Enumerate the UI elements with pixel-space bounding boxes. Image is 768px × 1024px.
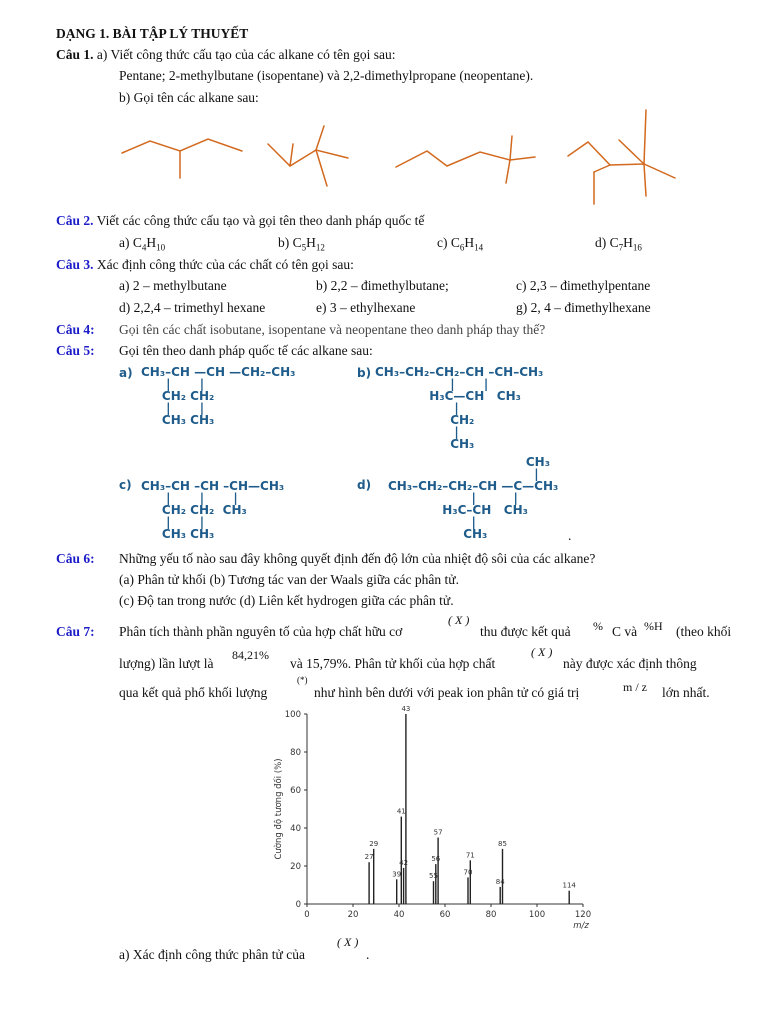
q1-a-text: a) Viết công thức cấu tạo của các alkane có tên gọi sau: bbox=[96, 47, 396, 62]
q2-item-b: b) $C_5H_{12}$ bbox=[278, 235, 325, 253]
q3-item-g: g) 2, 4 – đimethylhexane bbox=[516, 300, 651, 315]
skeletal-1 bbox=[122, 139, 242, 153]
mass-spectrum-chart bbox=[265, 700, 600, 935]
q6-text: Những yếu tố nào sau đây không quyết định đến độ lớn của nhiệt độ sôi của các alkane? bbox=[119, 551, 596, 566]
q7-l3c: lớn nhất. bbox=[662, 685, 710, 700]
question-6 bbox=[56, 550, 95, 568]
q5-text: Gọi tên theo danh pháp quốc tế các alkane sau: bbox=[119, 343, 373, 358]
question-3 bbox=[56, 256, 354, 274]
struct-d: CH₃ | CH₃–CH₂–CH₂–CH —C—CH₃ | | H₃C–CH CH₃ | CH₃ bbox=[388, 455, 559, 541]
q6-label: Câu 6: bbox=[56, 551, 95, 566]
peak-label: 39 bbox=[392, 870, 402, 879]
peak-label: 114 bbox=[562, 881, 576, 890]
y-tick-label: 0 bbox=[295, 900, 301, 910]
q7-pct-symbol: % bbox=[593, 619, 603, 633]
x-tick-label: 0 bbox=[304, 910, 310, 920]
skeletal-2 bbox=[268, 144, 348, 166]
q7-x-symbol-1: ( X ) bbox=[448, 613, 470, 627]
struct-a: CH₃–CH —CH —CH₂–CH₃ | | CH₂ CH₂ | | CH₃ CH₃ bbox=[141, 365, 296, 427]
y-tick-label: 100 bbox=[284, 710, 301, 720]
q7-l1d: (theo khối bbox=[676, 624, 732, 639]
x-tick-label: 60 bbox=[439, 910, 451, 920]
q7-l2c: này được xác định thông bbox=[563, 656, 697, 671]
y-tick-label: 80 bbox=[290, 748, 301, 758]
q3-item-e: e) 3 – ethylhexane bbox=[316, 300, 416, 315]
q4-text: Gọi tên các chất isobutane, isopentane và neopentane theo danh pháp thay thế? bbox=[119, 322, 546, 337]
x-tick-label: 20 bbox=[347, 910, 359, 920]
peak-label: 27 bbox=[364, 853, 374, 862]
peak-label: 57 bbox=[433, 828, 443, 837]
q7-x-symbol-3: ( X ) bbox=[337, 935, 359, 949]
x-tick-label: 120 bbox=[574, 910, 592, 920]
q3-text: Xác định công thức của các chất có tên gọi sau: bbox=[96, 257, 354, 272]
struct-b: CH₃–CH₂–CH₂–CH –CH–CH₃ | | H₃C—CH CH₃ | CH₂ | CH₃ bbox=[375, 365, 544, 451]
peak-label: 43 bbox=[401, 705, 411, 713]
struct-b-label: b) bbox=[357, 366, 372, 380]
q2-text: Viết các công thức cấu tạo và gọi tên theo danh pháp quốc tế bbox=[96, 213, 425, 228]
q1-b-text: b) Gọi tên các alkane sau: bbox=[119, 90, 259, 105]
peak-label: 71 bbox=[465, 851, 475, 860]
peak-label: 56 bbox=[431, 855, 441, 864]
q4-label: Câu 4: bbox=[56, 322, 95, 337]
q2-label: Câu 2. bbox=[56, 213, 94, 228]
q7-pctH-symbol: %H bbox=[644, 619, 663, 633]
q7-l1c: C và bbox=[612, 624, 638, 639]
q7-a-text: a) Xác định công thức phân tử của bbox=[119, 947, 305, 962]
peak-label: 29 bbox=[369, 839, 379, 848]
q7-label: Câu 7: bbox=[56, 624, 95, 639]
y-tick-label: 20 bbox=[290, 862, 301, 872]
q1-label: Câu 1. bbox=[56, 47, 94, 62]
question-4 bbox=[56, 321, 95, 339]
struct-d-label: d) bbox=[357, 478, 372, 492]
peak-label: 70 bbox=[463, 868, 473, 877]
q7-l3a: qua kết quả phổ khối lượng bbox=[119, 685, 268, 700]
q3-label: Câu 3. bbox=[56, 257, 94, 272]
peak-label: 85 bbox=[498, 839, 507, 848]
peak-label: 42 bbox=[399, 858, 409, 867]
struct-dot: . bbox=[568, 528, 572, 543]
q7-l2a: lượng) lần lượt là bbox=[119, 656, 214, 671]
q7-l1a: Phân tích thành phần nguyên tố của hợp chất hữu cơ bbox=[119, 624, 403, 639]
peak-label: 41 bbox=[396, 807, 406, 816]
q7-a-end: . bbox=[366, 947, 370, 962]
question-7 bbox=[56, 623, 95, 641]
q7-sup: (*) bbox=[297, 675, 308, 685]
skeletal-4 bbox=[568, 142, 675, 178]
q3-item-b: b) 2,2 – đimethylbutane; bbox=[316, 278, 449, 293]
x-tick-label: 100 bbox=[528, 910, 546, 920]
peak-label: 84 bbox=[495, 877, 505, 886]
q7-l1b: thu được kết quả bbox=[480, 624, 571, 639]
struct-a-label: a) bbox=[119, 366, 133, 380]
question-1 bbox=[56, 46, 396, 64]
q3-item-c: c) 2,3 – đimethylpentane bbox=[516, 278, 651, 293]
q7-x-symbol-2: ( X ) bbox=[531, 645, 553, 659]
q2-item-d: d) $C_7H_{16}$ bbox=[595, 235, 642, 253]
q3-item-a: a) 2 – methylbutane bbox=[119, 278, 227, 293]
question-5 bbox=[56, 342, 95, 360]
q3-item-d: d) 2,2,4 – trimethyl hexane bbox=[119, 300, 266, 315]
q7-l3b: như hình bên dưới với peak ion phân tử có giá trị bbox=[314, 685, 580, 700]
section-title: DẠNG 1. BÀI TẬP LÝ THUYẾT bbox=[56, 26, 249, 41]
q5-label: Câu 5: bbox=[56, 343, 95, 358]
y-tick-label: 60 bbox=[290, 786, 301, 796]
q7-l2b: và 15,79%. Phân tử khối của hợp chất bbox=[290, 656, 496, 671]
q2-item-a: a) $C_4H_{10}$ bbox=[119, 235, 166, 253]
question-2 bbox=[56, 212, 424, 230]
x-axis-label: m/z bbox=[573, 921, 589, 931]
q2-item-c: c) $C_6H_{14}$ bbox=[437, 235, 484, 253]
skeletal-structures bbox=[110, 108, 690, 213]
skeletal-3 bbox=[396, 151, 535, 167]
peak-label: 55 bbox=[429, 872, 438, 881]
struct-c: CH₃–CH –CH –CH—CH₃ | | | CH₂ CH₂ CH₃ | | CH₃ CH₃ bbox=[141, 479, 285, 541]
y-tick-label: 40 bbox=[290, 824, 301, 834]
q1-a-names: Pentane; 2-methylbutane (isopentane) và 2,2-dimethylpropane (neopentane). bbox=[119, 68, 534, 83]
q7-mz-symbol: m / z bbox=[623, 680, 647, 694]
q6-line3: (c) Độ tan trong nước (d) Liên kết hydrogen giữa các phân tử. bbox=[119, 593, 454, 608]
y-axis-label: Cường độ tương đối (%) bbox=[274, 758, 284, 860]
x-tick-label: 80 bbox=[485, 910, 497, 920]
q6-line2: (a) Phân tử khối (b) Tương tác van der Waals giữa các phân tử. bbox=[119, 572, 459, 587]
x-tick-label: 40 bbox=[393, 910, 405, 920]
q7-value: 84,21% bbox=[232, 648, 269, 662]
struct-c-label: c) bbox=[119, 478, 132, 492]
